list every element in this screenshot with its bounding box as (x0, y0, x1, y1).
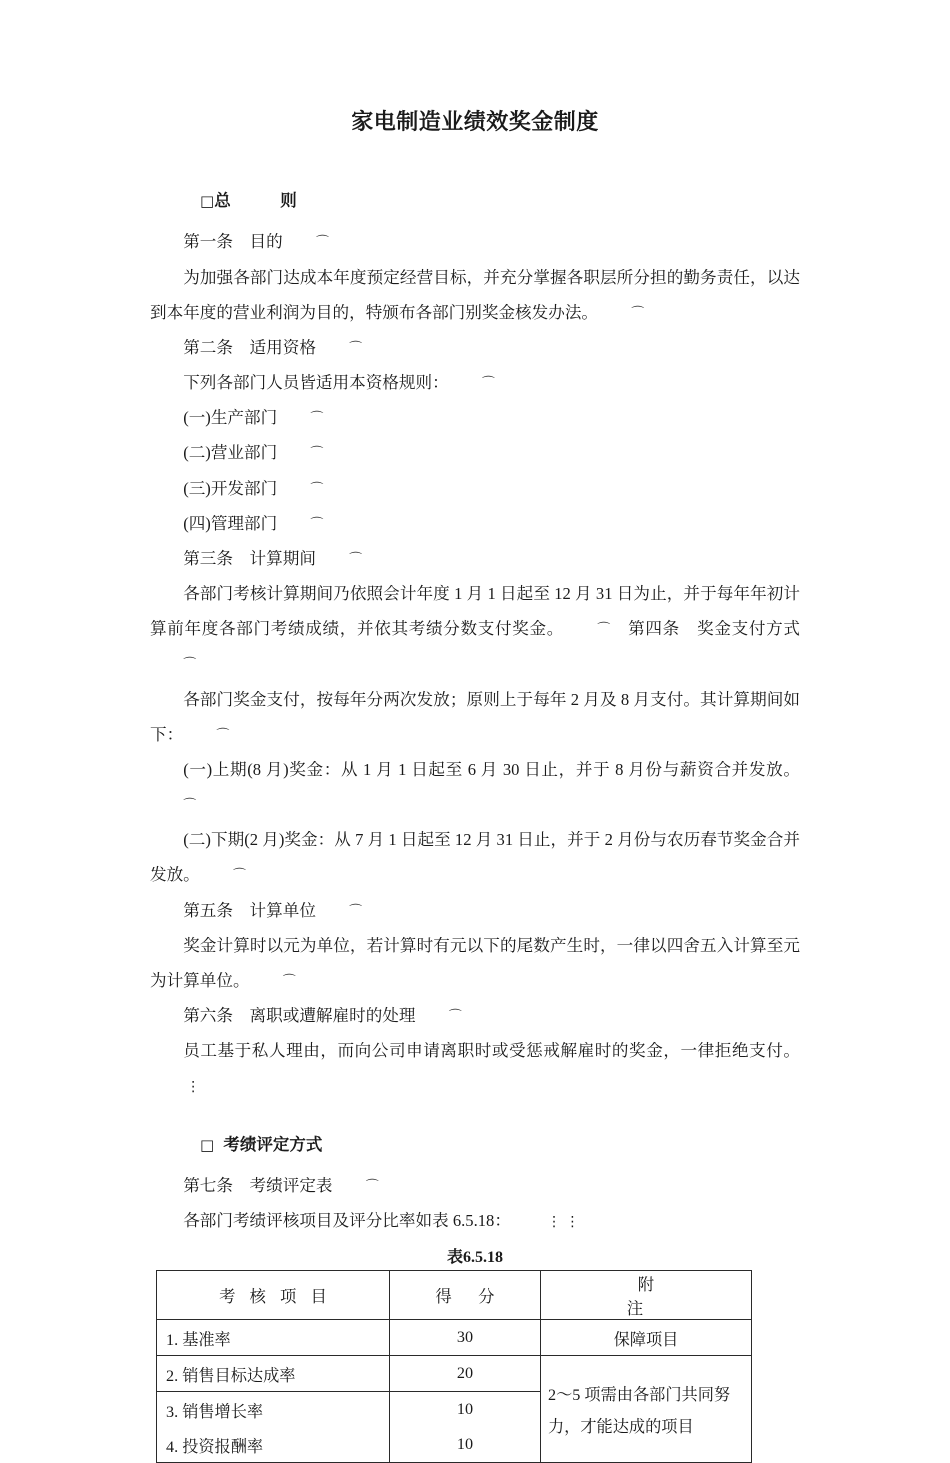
clause-6-body: 员工基于私人理由，而向公司申请离职时或受惩戒解雇时的奖金，一律拒绝支付。⋮ (150, 1033, 800, 1103)
paragraph-mark-icon: ⌒ (349, 340, 363, 356)
cell-item-score: 10 (390, 1427, 541, 1463)
clause-2-title: 第二条 适用资格 ⌒ (150, 330, 800, 365)
list-item-management-dept: (四)管理部门 ⌒ (150, 506, 800, 541)
square-bullet-icon: □ (200, 1135, 215, 1154)
paragraph-mark-icon: ⌒ (232, 868, 246, 884)
cell-item-score: 20 (390, 1356, 541, 1392)
clause-5-body: 奖金计算时以元为单位，若计算时有元以下的尾数产生时，一律以四舍五入计算至元为计算单位。 ⌒ (150, 928, 800, 998)
clause-3-body: 各部门考核计算期间乃依照会计年度 1 月 1 日起至 12 月 31 日为止，并于每年年初计算前年度各部门考绩成绩，并依其考绩分数支付奖金。 ⌒ 第四条 奖金支付方式⌒ (150, 576, 800, 682)
section-heading-text: 总 则 (214, 192, 297, 210)
paragraph-mark-icon: ⌒ (216, 727, 230, 743)
column-header-score: 得 分 (390, 1271, 541, 1320)
square-bullet-icon: □ (200, 192, 215, 210)
table-caption (150, 1244, 800, 1267)
paragraph-mark-icon: ⌒ (448, 1009, 462, 1025)
clause-3-title: 第三条 计算期间 ⌒ (150, 541, 800, 576)
cell-merged-note: 2～5 项需由各部门共同努力，才能达成的项目 (541, 1356, 752, 1463)
list-item-second-period-bonus: (二)下期(2 月)奖金：从 7 月 1 日起至 12 月 31 日止，并于 2 月份与农历春节奖金合并发放。 ⌒ (150, 822, 800, 892)
paragraph-mark-icon: ⌒ (310, 481, 324, 497)
table-row (157, 1356, 752, 1392)
paragraph-mark-icon: ⌒ (631, 305, 645, 321)
clause-4-body: 各部门奖金支付，按每年分两次发放；原则上于每年 2 月及 8 月支付。其计算期间如下： ⌒ (150, 682, 800, 752)
paragraph-mark-icon: ⌒ (597, 622, 611, 638)
list-item-sales-dept: (二)营业部门 ⌒ (150, 435, 800, 470)
cell-item-note: 保障项目 (541, 1320, 752, 1356)
clause-1-body: 为加强各部门达成本年度预定经营目标，并充分掌握各职层所分担的勤务责任，以达到本年度的营业利润为目的，特颁布各部门别奖金核发办法。 ⌒ (150, 260, 800, 330)
table-header (157, 1271, 792, 1320)
paragraph-mark-icon: ⌒ (183, 657, 197, 673)
paragraph-mark-icon: ⌒ (349, 903, 363, 919)
page-title: 家电制造业绩效奖金制度 (351, 109, 599, 134)
vertical-ellipsis-icon: ⋮ ⋮ (547, 1214, 580, 1231)
cell-item-score: 10 (390, 1392, 541, 1428)
table-row (157, 1320, 752, 1356)
section-heading-general (150, 186, 800, 217)
list-item-production-dept: (一)生产部门 ⌒ (150, 400, 800, 435)
paragraph-mark-icon: ⌒ (481, 376, 495, 392)
paragraph-mark-icon: ⌒ (183, 798, 197, 814)
table-caption-label: 表 (446, 1249, 463, 1267)
clause-7-body: 各部门考绩评核项目及评分比率如表 6.5.18： ⋮ ⋮ (150, 1203, 800, 1238)
paragraph-mark-icon: ⌒ (349, 551, 363, 567)
section-heading-text: 考绩评定方式 (223, 1135, 323, 1154)
clause-1-title: 第一条 目的 ⌒ (150, 224, 800, 259)
section-heading-evaluation (150, 1130, 800, 1161)
list-item-development-dept: (三)开发部门 ⌒ (150, 471, 800, 506)
clause-6-title: 第六条 离职或遭解雇时的处理 ⌒ (150, 998, 800, 1033)
paragraph-mark-icon: ⌒ (310, 411, 324, 427)
document-body (150, 136, 800, 1463)
cell-item-name: 3. 销售增长率 (157, 1392, 390, 1428)
grade-table-wrapper (156, 1270, 792, 1463)
clause-4-title-inline: 第四条 奖金支付方式 (610, 619, 800, 639)
clause-5-title: 第五条 计算单位 ⌒ (150, 893, 800, 928)
table-body (157, 1320, 752, 1463)
column-header-note: 附 注 (541, 1271, 752, 1320)
cell-item-name: 4. 投资报酬率 (157, 1427, 390, 1463)
paragraph-mark-icon: ⌒ (310, 446, 324, 462)
paragraph-mark-icon: ⌒ (310, 516, 324, 532)
column-header-item: 考 核 项 目 (157, 1271, 390, 1320)
table-header-row (157, 1271, 752, 1320)
table-caption-number: 6.5.18 (463, 1249, 503, 1267)
list-item-first-period-bonus: (一)上期(8 月)奖金：从 1 月 1 日起至 6 月 30 日止，并于 8 月份与薪资合并发放。⌒ (150, 752, 800, 822)
clause-7-title: 第七条 考绩评定表 ⌒ (150, 1168, 800, 1203)
vertical-ellipsis-icon: ⋮ (186, 1079, 201, 1096)
section-spacer (150, 1104, 800, 1130)
paragraph-mark-icon: ⌒ (282, 973, 296, 989)
paragraph-mark-icon: ⌒ (365, 1178, 379, 1194)
cell-item-score: 30 (390, 1320, 541, 1356)
clause-2-lead: 下列各部门人员皆适用本资格规则： ⌒ (150, 365, 800, 400)
paragraph-mark-icon: ⌒ (315, 235, 329, 251)
cell-item-name: 2. 销售目标达成率 (157, 1356, 390, 1392)
grade-evaluation-table (156, 1270, 792, 1463)
cell-item-name: 1. 基准率 (157, 1320, 390, 1356)
